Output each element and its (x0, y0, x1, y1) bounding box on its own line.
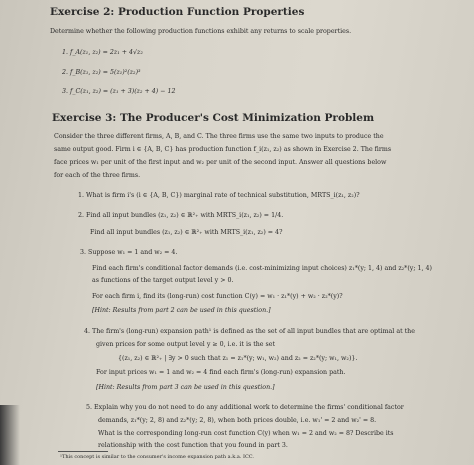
exercise2-title: Exercise 2: Production Function Properties (50, 6, 305, 18)
question-4-set: {(z₁, z₂) ∈ ℝ²₊ | ∃y > 0 such that z₁ = z₁*(y; w₁, w₂) and z₂ = z₂*(y; w₁, w₂)}. (118, 355, 358, 362)
exercise3-intro-line-2: same output good. Firm i ∈ {A, B, C} has production function f_i(z₁, z₂) as shown in Exercise 2. The firms (54, 146, 392, 153)
footnote-rule (58, 451, 108, 452)
question-5-line-1: 5. Explain why you do not need to do any additional work to determine the firms' conditional factor (86, 404, 404, 411)
exercise3-intro-line-1: Consider the three different firms, A, B, and C. The three firms use the same two inputs to produce the (54, 133, 384, 140)
question-1: 1. What is firm i's (i ∈ {A, B, C}) marginal rate of technical substitution, MRTS_i(z₁, z₂)? (78, 192, 360, 199)
exercise2-item-2: 2. f_B(z₁, z₂) = 5(z₁)²(z₂)³ (62, 69, 141, 76)
question-4-line-2: given prices for some output level y ≥ 0, i.e. it is the set (96, 341, 276, 348)
exercise2-item-3: 3. f_C(z₁, z₂) = (z₁ + 3)(z₂ + 4) − 12 (62, 88, 176, 95)
question-3-line-1: 3. Suppose w₁ = 1 and w₂ = 4. (80, 249, 178, 256)
exercise2-intro: Determine whether the following production functions exhibit any returns to scale properties. (50, 28, 352, 35)
exercise3-intro-line-4: for each of the three firms. (54, 172, 141, 179)
exercise2-item-1: 1. f_A(z₁, z₂) = 2z₁ + 4√z₂ (62, 49, 143, 56)
question-4-line-1: 4. The firm's (long-run) expansion path¹ is defined as the set of all input bundles that are optimal at the (84, 328, 415, 335)
exercise3-intro-line-3: face prices w₁ per unit of the first input and w₂ per unit of the second input. Answer all questions below (54, 159, 387, 166)
photo-shadow (0, 405, 20, 465)
question-5-line-3: What is the corresponding long-run cost function C(y) when w₁ = 2 and w₂ = 8? Describe its (98, 430, 394, 437)
question-5-line-4: relationship with the cost function that you found in part 3. (98, 442, 288, 449)
question-3-line-4: For each firm i, find its (long-run) cost function C(y) = w₁ · z₁*(y) + w₂ · z₂*(y)? (92, 293, 343, 300)
question-3-line-2: Find each firm's conditional factor demands (i.e. cost-minimizing input choices) z₁*(y; 1, 4) and z₂*(y; 1, 4) (92, 265, 432, 272)
question-2a: 2. Find all input bundles (z₁, z₂) ∈ ℝ²₊ with MRTS_i(z₁, z₂) = 1/4. (78, 212, 284, 219)
question-2b: Find all input bundles (z₁, z₂) ∈ ℝ²₊ with MRTS_i(z₁, z₂) = 4? (90, 229, 283, 236)
question-4-line-4: For input prices w₁ = 1 and w₂ = 4 find each firm's (long-run) expansion path. (96, 369, 346, 376)
question-5-line-2: demands, z₁*(y; 2, 8) and z₂*(y; 2, 8), when both prices double, i.e. w₁' = 2 and w₂' = 8. (98, 417, 377, 424)
question-3-line-3: as functions of the target output level y > 0. (92, 277, 234, 284)
question-4-hint: [Hint: Results from part 3 can be used in this question.] (96, 384, 275, 391)
question-3-hint: [Hint: Results from part 2 can be used in this question.] (92, 307, 271, 314)
footnote: ¹This concept is similar to the consumer's income expansion path a.k.a. ICC. (60, 454, 255, 460)
exercise3-title: Exercise 3: The Producer's Cost Minimization Problem (52, 112, 375, 124)
